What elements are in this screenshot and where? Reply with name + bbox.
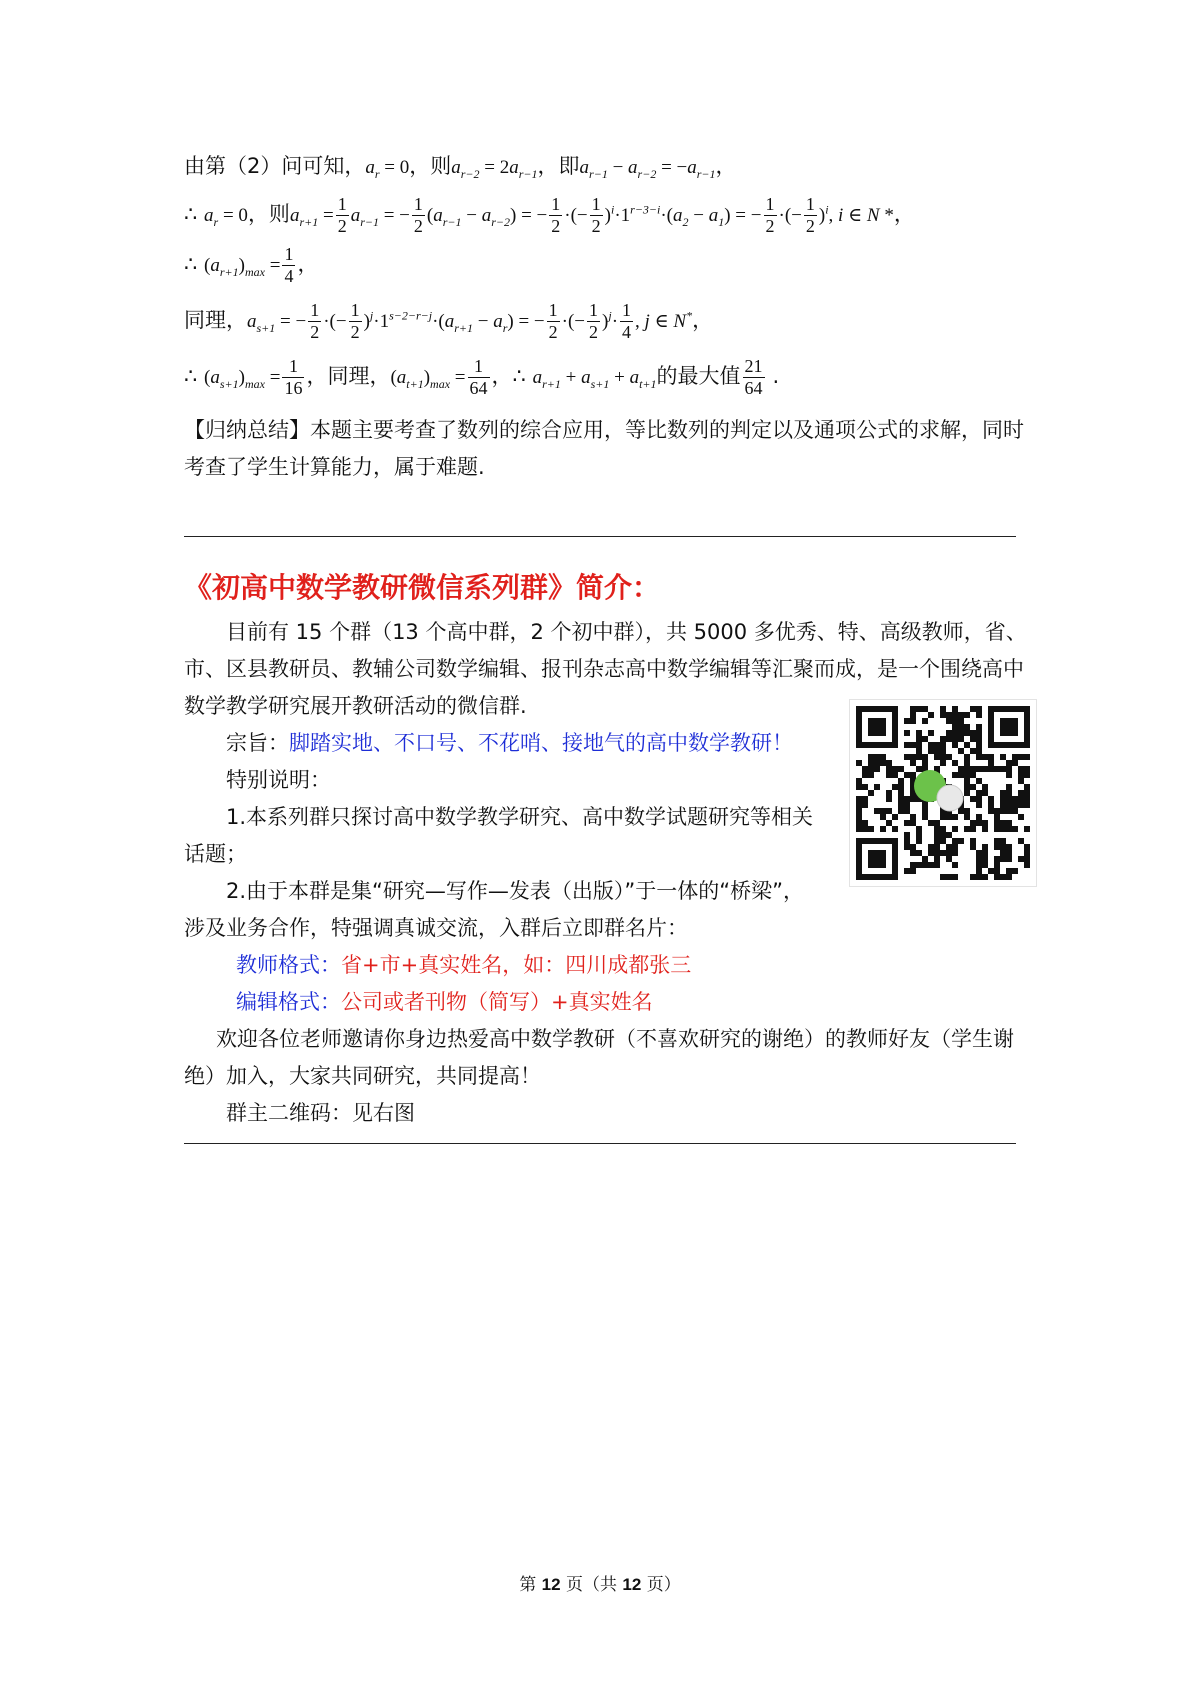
qr-code-icon [850,700,1036,886]
text: ，则 [409,154,452,178]
item-1-line-2: 话题； [184,842,247,866]
page-footer [0,1570,1200,1595]
text: ，∴ [491,364,533,389]
text: ， [893,202,915,227]
summary-line-2: 考查了学生计算能力，属于难题. [184,455,485,479]
divider-top [184,536,1016,537]
text: ， [715,154,737,178]
special-label: 特别说明： [226,768,331,792]
teacher-format [184,947,1086,984]
summary-line-1: 【归纳总结】本题主要考查了数列的综合应用，等比数列的判定以及通项公式的求解，同时 [184,418,1024,442]
purpose-label: 宗旨： [226,731,289,755]
solution-line-4: 同理，$a_{s+1}$ = − $\frac{1}{2}$ ·(− $\frac{1}{2}$ )$^j\cdot 1^{s-2-r-j}\cdot(a_{r+1} - a_r)$ = − $\frac{1}{2}$ ·(− $\frac{1}{2}$ )$^j$· $\frac{1}{4}$ , j ∈ N*， [184,300,714,342]
summary-paragraph [184,412,1034,486]
footer-suffix: 页） [646,1575,681,1595]
therefore-symbol: ∴ [184,364,205,389]
editor-format-label: 编辑格式： [236,990,341,1014]
footer-page-number: 12 [541,1575,561,1594]
footer-prefix: 第 [519,1575,537,1595]
editor-format [184,984,1086,1021]
text: ，即 [537,154,580,178]
text: ，同理， [306,364,391,389]
therefore-symbol: ∴ [184,202,205,227]
divider-bottom [184,1143,1016,1144]
footer-total-pages: 12 [622,1575,642,1594]
footer-middle: 页（共 [566,1575,617,1595]
solution-line-5: ∴ $(a_{s+1})_{max}$ = $\frac{1}{16}$ ，同理，$(a_{t+1})_{max}$ = $\frac{1}{64}$ ，∴ $a_{r+1} + a_{s+1} + a_{t+1}$的最大值 $\frac{21}{64}$ . [184,356,780,398]
intro-paragraph: 目前有 15 个群（13 个高中群，2 个初中群），共 5000 多优秀、特、高级教师，省、市、区县教研员、教辅公司数学编辑、报刊杂志高中数学编辑等汇聚而成，是一个围绕高中数学教学研究展开教研活动的微信群. [184,620,1027,718]
solution-line-1: 由第（2）问可知，$a_r = 0$，则$a_{r-2} = 2a_{r-1}$，即$a_{r-1} - a_{r-2} = -a_{r-1}$， [184,154,737,181]
text: . [772,364,780,389]
purpose-value: 脚踏实地、不口号、不花哨、接地气的高中数学教研！ [289,731,793,755]
text: ， [692,308,714,333]
text: 由第（2）问可知， [184,154,366,178]
teacher-format-label: 教师格式： [236,953,341,977]
therefore-symbol: ∴ [184,252,205,277]
intro-title: 《初高中数学教研微信系列群》简介： [184,571,661,604]
qr-caption: 群主二维码：见右图 [226,1101,415,1125]
text: 的最大值 [656,364,741,389]
solution-line-3: ∴ $(a_{r+1})_{max}$ = $\frac{1}{4}$ ， [184,244,319,286]
purpose-line [184,725,824,762]
text: ，则 [247,202,290,227]
teacher-format-value: 省+市+真实姓名，如：四川成都张三 [341,953,692,977]
welcome-paragraph: 欢迎各位老师邀请你身边热爱高中数学教研（不喜欢研究的谢绝）的教师好友（学生谢绝）加入，大家共同研究，共同提高！ [184,1027,1014,1088]
special-item-1 [184,799,844,873]
item-2-line-1: 2.由于本群是集“研究—写作—发表（出版）”于一体的“桥梁”， [226,879,805,903]
item-1-line-1: 1.本系列群只探讨高中数学教学研究、高中数学试题研究等相关 [226,805,814,829]
text: 同理， [184,308,247,333]
item-2-line-2: 涉及业务合作，特强调真诚交流，入群后立即群名片： [184,916,688,940]
text: ， [297,252,319,277]
solution-line-2: ∴ $a_r = 0$，则$a_{r+1}$ = $\frac{1}{2}$ $a_{r-1}$ = − $\frac{1}{2}$ $(a_{r-1} - a_{r-2})$ = − $\frac{1}{2}$ ·(− $\frac{1}{2}$ )$^i\cdot 1^{r-3-i}\cdot(a_2 - a_1)$ = − $\frac{1}{2}$ ·(− $\frac{1}{2}$ )$^i$, i ∈ N *， [184,194,915,236]
editor-format-value: 公司或者刊物（简写）+真实姓名 [341,990,653,1014]
